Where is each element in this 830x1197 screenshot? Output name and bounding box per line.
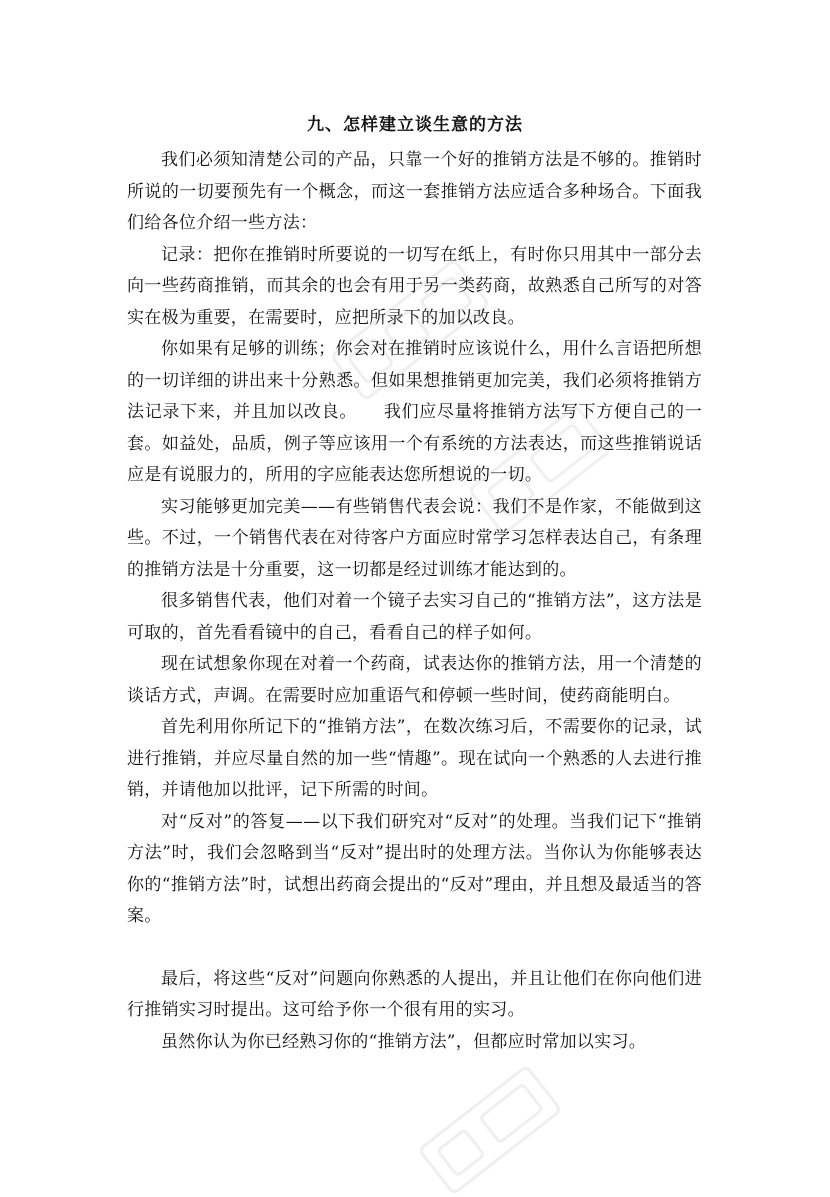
paragraph: 很多销售代表，他们对着一个镜子去实习自己的“推销方法”，这方法是可取的，首先看看镜中的自己，看看自己的样子如何。 (127, 591, 702, 643)
paragraph: 记录：把你在推销时所要说的一切写在纸上，有时你只用其中一部分去向一些药商推销，而其余的也会有用于另一类药商，故熟悉自己所写的对答实在极为重要，在需要时，应把所录下的加以改良。 (127, 244, 702, 328)
paragraph: 我们必须知清楚公司的产品，只靠一个好的推销方法是不够的。推销时所说的一切要预先有一个概念，而这一套推销方法应适合多种场合。下面我们给各位介绍一些方法： (127, 150, 702, 233)
page-title: 九、怎样建立谈生意的方法 (307, 115, 523, 135)
paragraph: 虽然你认为你已经熟习你的“推销方法”，但都应时常加以实习。 (161, 1031, 647, 1052)
paragraph: 对“反对”的答复——以下我们研究对“反对”的处理。当我们记下“推销方法”时，我们会忽略到当“反对”提出时的处理方法。当你认为你能够表达你的“推销方法”时，试想出药商会提出的“反对”理由，并且想及最适当的答案。 (127, 811, 702, 926)
paragraph: 首先利用你所记下的“推销方法”，在数次练习后，不需要你的记录，试进行推销，并应尽量自然的加一些“情趣”。现在试向一个熟悉的人去进行推销，并请他加以批评，记下所需的时间。 (127, 717, 702, 800)
paragraph: 你如果有足够的训练；你会对在推销时应该说什么，用什么言语把所想的一切详细的讲出来十分熟悉。但如果想推销更加完美，我们必须将推销方法记录下来，并且加以改良。 我们应尽量将推销方法写下方便自己的一套。如益处，品质，例子等应该用一个有系统的方法表达，而这些推销说话应是有说服力的，所用的字应能表达您所想说的一切。 (127, 339, 702, 485)
paragraph: 实习能够更加完美——有些销售代表会说：我们不是作家，不能做到这些。不过，一个销售代表在对待客户方面应时常学习怎样表达自己，有条理的推销方法是十分重要，这一切都是经过训练才能达到的。 (127, 496, 702, 580)
document-body (127, 145, 702, 1058)
watermark-mark (416, 1063, 563, 1196)
paragraph: 现在试想象你现在对着一个药商，试表达你的推销方法，用一个清楚的谈话方式，声调。在需要时应加重语气和停顿一些时间，使药商能明白。 (127, 654, 702, 706)
watermark-shape (416, 1063, 563, 1196)
paragraph: 最后，将这些“反对”问题向你熟悉的人提出，并且让他们在你向他们进行推销实习时提出。这可给予你一个很有用的实习。 (127, 968, 702, 1020)
